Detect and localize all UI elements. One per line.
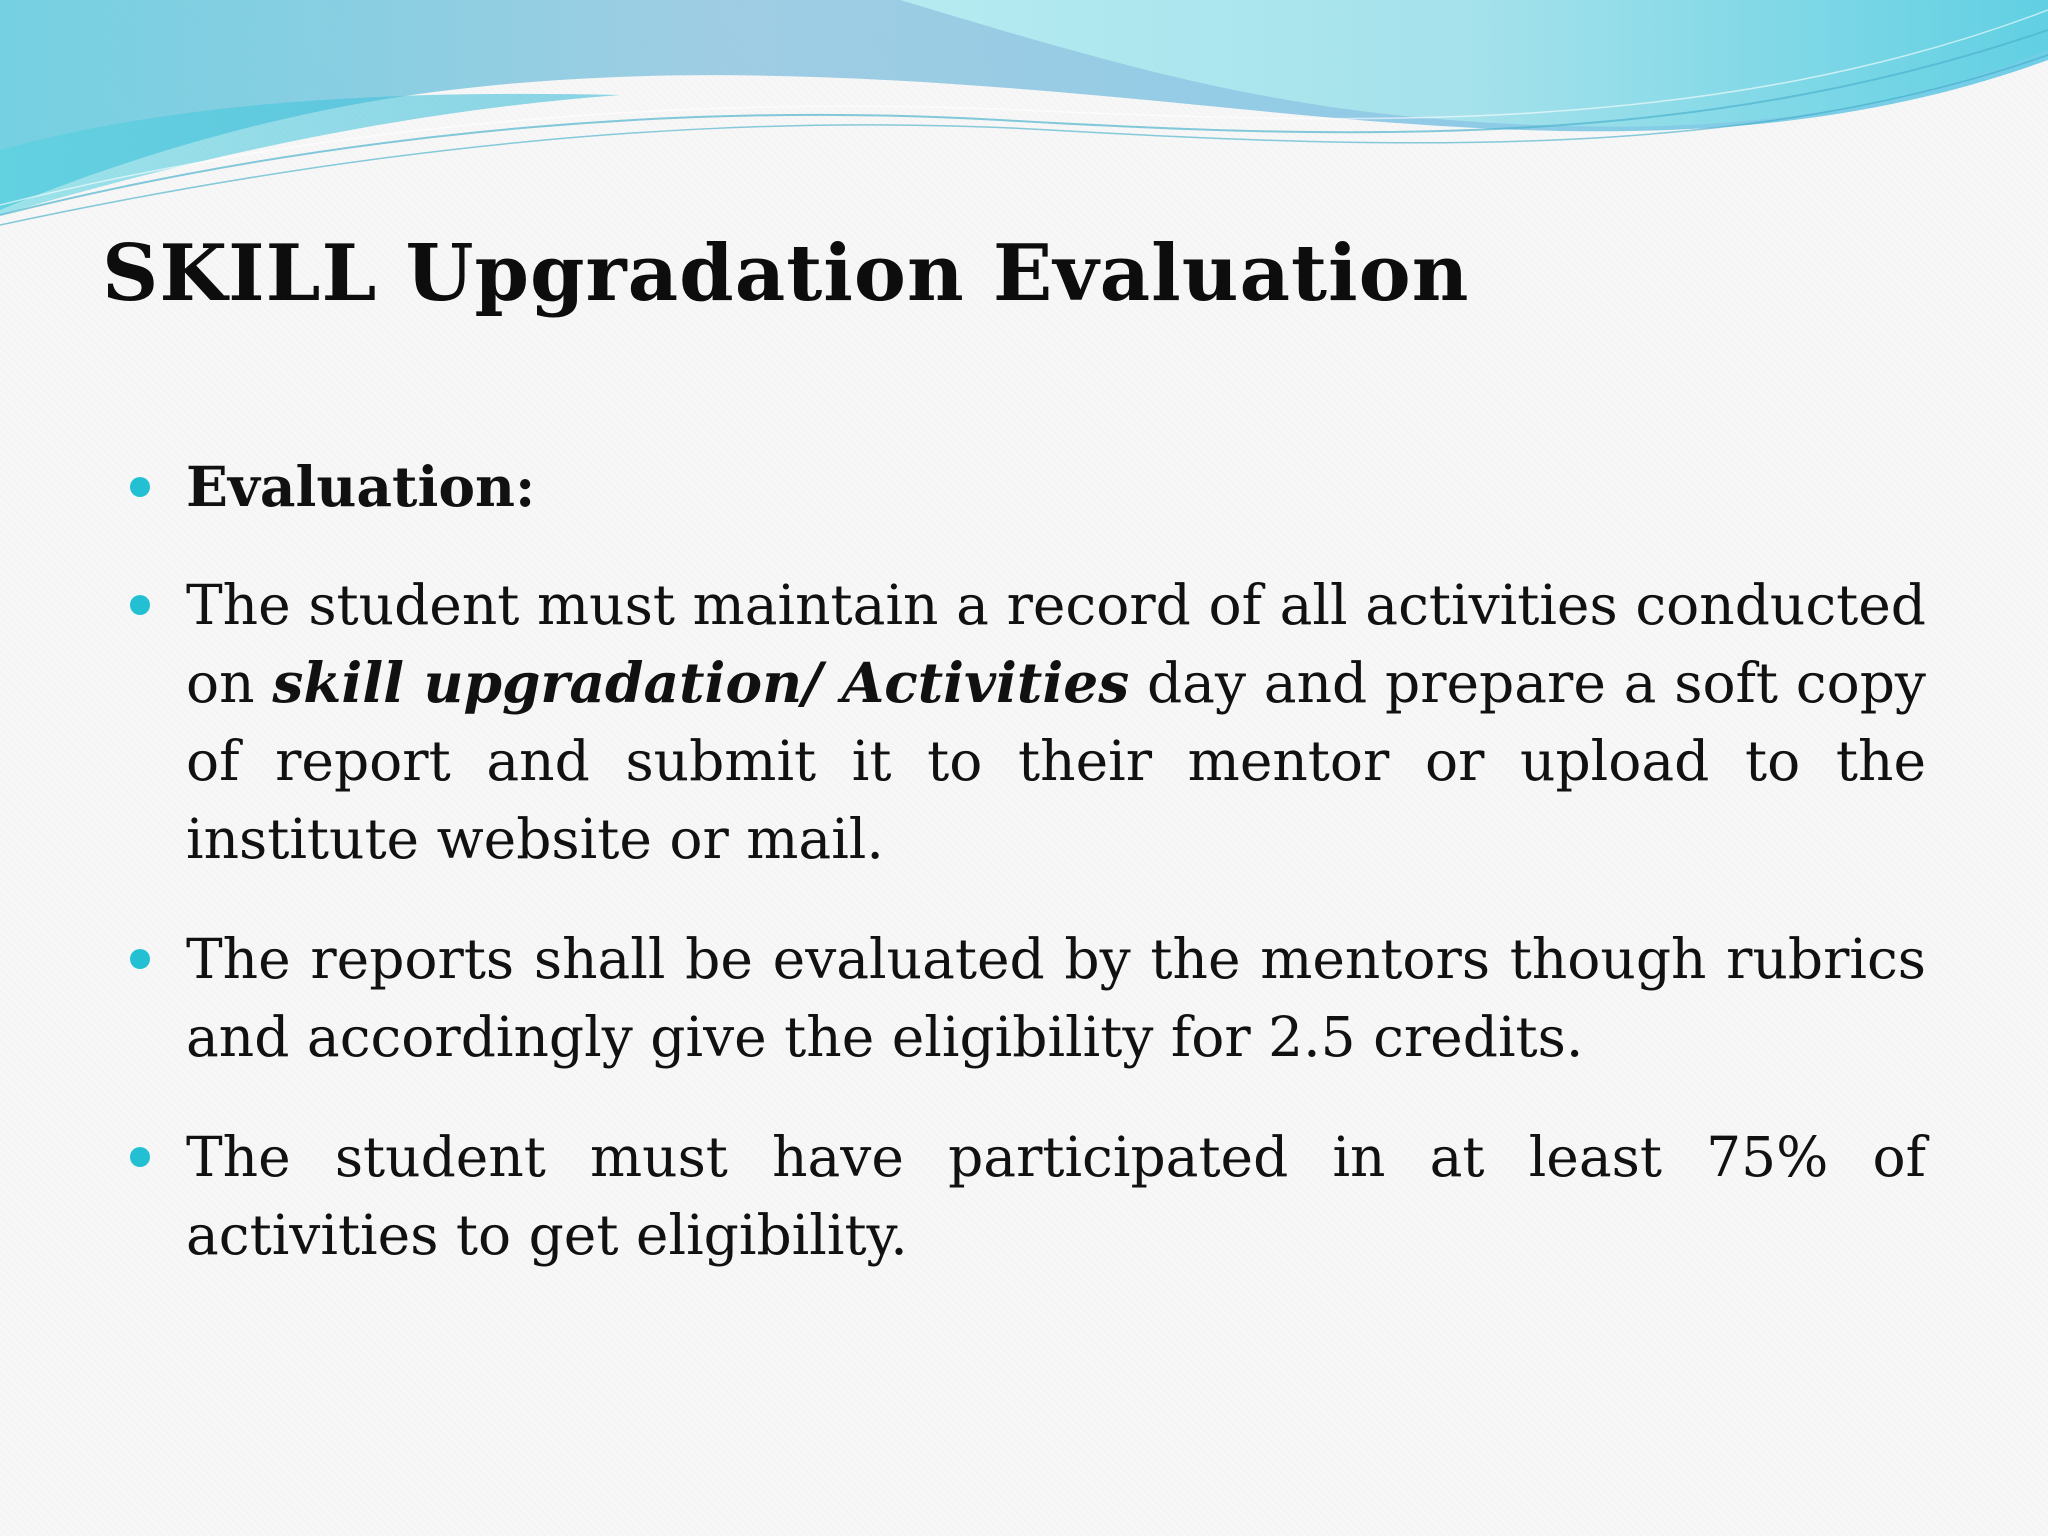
header-wave-decoration [0,0,2048,240]
slide-title: SKILL Upgradation Evaluation [102,228,1470,319]
bullet-list [130,448,1926,1274]
bullet-text: The reports shall be evaluated by the mentors though rubrics and accordingly give the eligibility for 2.5 credits. [186,927,1926,1069]
bullet-item [130,448,1926,526]
bullet-item [130,1118,1926,1274]
bullet-emphasis: skill upgradation/ Activities [272,650,1130,715]
bullet-dot-icon [130,949,150,969]
bullet-item [130,566,1926,878]
bullet-text: day and prepare a soft copy of report and submit it to their mentor or upload to the institute website or mail. [186,651,1926,871]
bullet-dot-icon [130,477,150,497]
bullet-text: The student must have participated in at least 75% of activities to get eligibility. [186,1125,1926,1267]
bullet-heading: Evaluation: [186,454,536,519]
bullet-dot-icon [130,1147,150,1167]
bullet-item [130,920,1926,1076]
bullet-dot-icon [130,595,150,615]
bullet-text: The student must maintain a record of all activities conducted on [186,573,1926,715]
